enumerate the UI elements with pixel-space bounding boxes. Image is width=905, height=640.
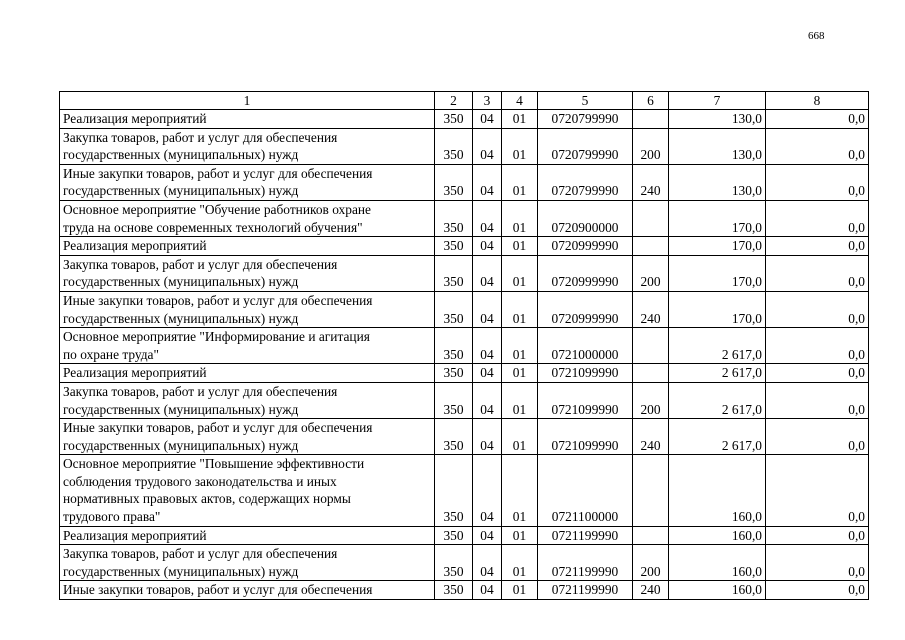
subsection-code-cell: 01 [502,455,538,526]
section-code-cell: 04 [473,382,502,418]
table-row [60,200,869,236]
table-row [60,455,869,526]
budget-code-cell: 350 [435,364,473,383]
expense-type-cell [633,237,669,256]
item-name-line: Основное мероприятие "Информирование и агитация [63,329,370,345]
table-row [60,255,869,291]
amount-cell: 170,0 [669,291,766,327]
item-name-line: Закупка товаров, работ и услуг для обеспечения [63,129,338,145]
item-name-line: Иные закупки товаров, работ и услуг для обеспечения [63,582,373,598]
item-name-line: Основное мероприятие "Обучение работников охране [63,201,372,217]
target-article-cell: 0721199990 [538,581,633,600]
expense-type-cell: 200 [633,545,669,581]
col-header-7: 7 [669,92,766,110]
table-row [60,164,869,200]
table-row [60,237,869,256]
target-article-cell: 0721099990 [538,364,633,383]
amount-second-cell: 0,0 [766,128,869,164]
table-row [60,545,869,581]
section-code-cell: 04 [473,237,502,256]
table-row [60,419,869,455]
item-name-cell [60,364,435,383]
col-header-1: 1 [60,92,435,110]
section-code-cell: 04 [473,110,502,129]
target-article-cell: 0720900000 [538,200,633,236]
amount-cell: 160,0 [669,455,766,526]
expense-type-cell: 200 [633,255,669,291]
subsection-code-cell: 01 [502,419,538,455]
item-name-cell [60,164,435,200]
subsection-code-cell: 01 [502,200,538,236]
budget-code-cell: 350 [435,200,473,236]
amount-cell: 2 617,0 [669,328,766,364]
item-name-cell [60,200,435,236]
amount-cell: 2 617,0 [669,419,766,455]
target-article-cell: 0721199990 [538,545,633,581]
expense-type-cell: 200 [633,128,669,164]
amount-cell: 130,0 [669,128,766,164]
item-name-line: Реализация мероприятий [63,238,207,254]
budget-code-cell: 350 [435,455,473,526]
col-header-4: 4 [502,92,538,110]
item-name-line: Закупка товаров, работ и услуг для обеспечения [63,256,338,272]
amount-second-cell: 0,0 [766,110,869,129]
target-article-cell: 0720999990 [538,291,633,327]
col-header-6: 6 [633,92,669,110]
item-name-line: по охране труда" [63,346,159,362]
item-name-line: нормативных правовых актов, содержащих нормы [63,491,351,507]
item-name-line: трудового права" [63,509,161,525]
target-article-cell: 0721000000 [538,328,633,364]
item-name-line: государственных (муниципальных) нужд [63,437,299,453]
amount-second-cell: 0,0 [766,382,869,418]
budget-code-cell: 350 [435,581,473,600]
budget-code-cell: 350 [435,237,473,256]
table-row [60,291,869,327]
target-article-cell: 0720799990 [538,164,633,200]
item-name-cell [60,382,435,418]
expense-type-cell: 240 [633,291,669,327]
item-name-cell [60,419,435,455]
subsection-code-cell: 01 [502,328,538,364]
target-article-cell: 0720799990 [538,110,633,129]
item-name-line: Закупка товаров, работ и услуг для обеспечения [63,546,338,562]
amount-second-cell: 0,0 [766,526,869,545]
expense-type-cell: 240 [633,419,669,455]
budget-code-cell: 350 [435,526,473,545]
section-code-cell: 04 [473,581,502,600]
amount-second-cell: 0,0 [766,328,869,364]
expense-type-cell: 240 [633,581,669,600]
amount-cell: 2 617,0 [669,382,766,418]
item-name-cell [60,255,435,291]
header-row [60,92,869,110]
amount-second-cell: 0,0 [766,237,869,256]
expense-type-cell [633,110,669,129]
budget-code-cell: 350 [435,128,473,164]
section-code-cell: 04 [473,526,502,545]
item-name-line: Иные закупки товаров, работ и услуг для обеспечения [63,292,373,308]
amount-second-cell: 0,0 [766,364,869,383]
col-header-5: 5 [538,92,633,110]
amount-cell: 160,0 [669,545,766,581]
item-name-line: государственных (муниципальных) нужд [63,274,299,290]
table-row [60,382,869,418]
expense-type-cell: 200 [633,382,669,418]
expense-type-cell [633,328,669,364]
item-name-cell [60,110,435,129]
amount-second-cell: 0,0 [766,291,869,327]
item-name-line: государственных (муниципальных) нужд [63,183,299,199]
subsection-code-cell: 01 [502,128,538,164]
budget-code-cell: 350 [435,382,473,418]
target-article-cell: 0721100000 [538,455,633,526]
item-name-line: соблюдения трудового законодательства и иных [63,473,337,489]
page-number: 668 [808,30,825,42]
budget-code-cell: 350 [435,419,473,455]
amount-cell: 130,0 [669,164,766,200]
target-article-cell: 0721199990 [538,526,633,545]
table-row [60,526,869,545]
expense-type-cell: 240 [633,164,669,200]
target-article-cell: 0721099990 [538,382,633,418]
item-name-line: государственных (муниципальных) нужд [63,401,299,417]
expense-type-cell [633,364,669,383]
section-code-cell: 04 [473,364,502,383]
subsection-code-cell: 01 [502,382,538,418]
section-code-cell: 04 [473,419,502,455]
amount-second-cell: 0,0 [766,545,869,581]
amount-cell: 160,0 [669,526,766,545]
target-article-cell: 0720999990 [538,237,633,256]
section-code-cell: 04 [473,291,502,327]
amount-second-cell: 0,0 [766,455,869,526]
amount-second-cell: 0,0 [766,164,869,200]
amount-cell: 170,0 [669,200,766,236]
section-code-cell: 04 [473,545,502,581]
amount-cell: 170,0 [669,237,766,256]
item-name-cell [60,128,435,164]
table-row [60,364,869,383]
item-name-line: государственных (муниципальных) нужд [63,563,299,579]
item-name-cell [60,581,435,600]
amount-cell: 160,0 [669,581,766,600]
section-code-cell: 04 [473,128,502,164]
budget-code-cell: 350 [435,328,473,364]
item-name-line: государственных (муниципальных) нужд [63,310,299,326]
expense-type-cell [633,200,669,236]
col-header-3: 3 [473,92,502,110]
target-article-cell: 0721099990 [538,419,633,455]
item-name-line: Закупка товаров, работ и услуг для обеспечения [63,383,338,399]
item-name-line: труда на основе современных технологий обучения" [63,219,363,235]
subsection-code-cell: 01 [502,110,538,129]
section-code-cell: 04 [473,455,502,526]
amount-second-cell: 0,0 [766,419,869,455]
item-name-line: Иные закупки товаров, работ и услуг для обеспечения [63,165,373,181]
target-article-cell: 0720999990 [538,255,633,291]
section-code-cell: 04 [473,328,502,364]
item-name-line: Реализация мероприятий [63,365,207,381]
budget-code-cell: 350 [435,255,473,291]
table-row [60,581,869,600]
item-name-line: государственных (муниципальных) нужд [63,147,299,163]
section-code-cell: 04 [473,255,502,291]
col-header-8: 8 [766,92,869,110]
amount-second-cell: 0,0 [766,200,869,236]
budget-table [59,91,869,600]
expense-type-cell [633,526,669,545]
item-name-cell [60,545,435,581]
subsection-code-cell: 01 [502,545,538,581]
subsection-code-cell: 01 [502,364,538,383]
subsection-code-cell: 01 [502,255,538,291]
expense-type-cell [633,455,669,526]
col-header-2: 2 [435,92,473,110]
subsection-code-cell: 01 [502,237,538,256]
subsection-code-cell: 01 [502,164,538,200]
budget-code-cell: 350 [435,110,473,129]
item-name-line: Иные закупки товаров, работ и услуг для обеспечения [63,420,373,436]
section-code-cell: 04 [473,200,502,236]
item-name-line: Реализация мероприятий [63,527,207,543]
item-name-line: Реализация мероприятий [63,111,207,126]
item-name-line: Основное мероприятие "Повышение эффективности [63,456,365,472]
subsection-code-cell: 01 [502,291,538,327]
amount-second-cell: 0,0 [766,581,869,600]
table-row [60,110,869,129]
target-article-cell: 0720799990 [538,128,633,164]
section-code-cell: 04 [473,164,502,200]
amount-cell: 130,0 [669,110,766,129]
subsection-code-cell: 01 [502,526,538,545]
amount-second-cell: 0,0 [766,255,869,291]
budget-code-cell: 350 [435,164,473,200]
table-row [60,328,869,364]
item-name-cell [60,455,435,526]
item-name-cell [60,291,435,327]
table-row [60,128,869,164]
item-name-cell [60,237,435,256]
amount-cell: 2 617,0 [669,364,766,383]
subsection-code-cell: 01 [502,581,538,600]
table-body [60,110,869,600]
item-name-cell [60,328,435,364]
budget-code-cell: 350 [435,545,473,581]
item-name-cell [60,526,435,545]
amount-cell: 170,0 [669,255,766,291]
budget-code-cell: 350 [435,291,473,327]
